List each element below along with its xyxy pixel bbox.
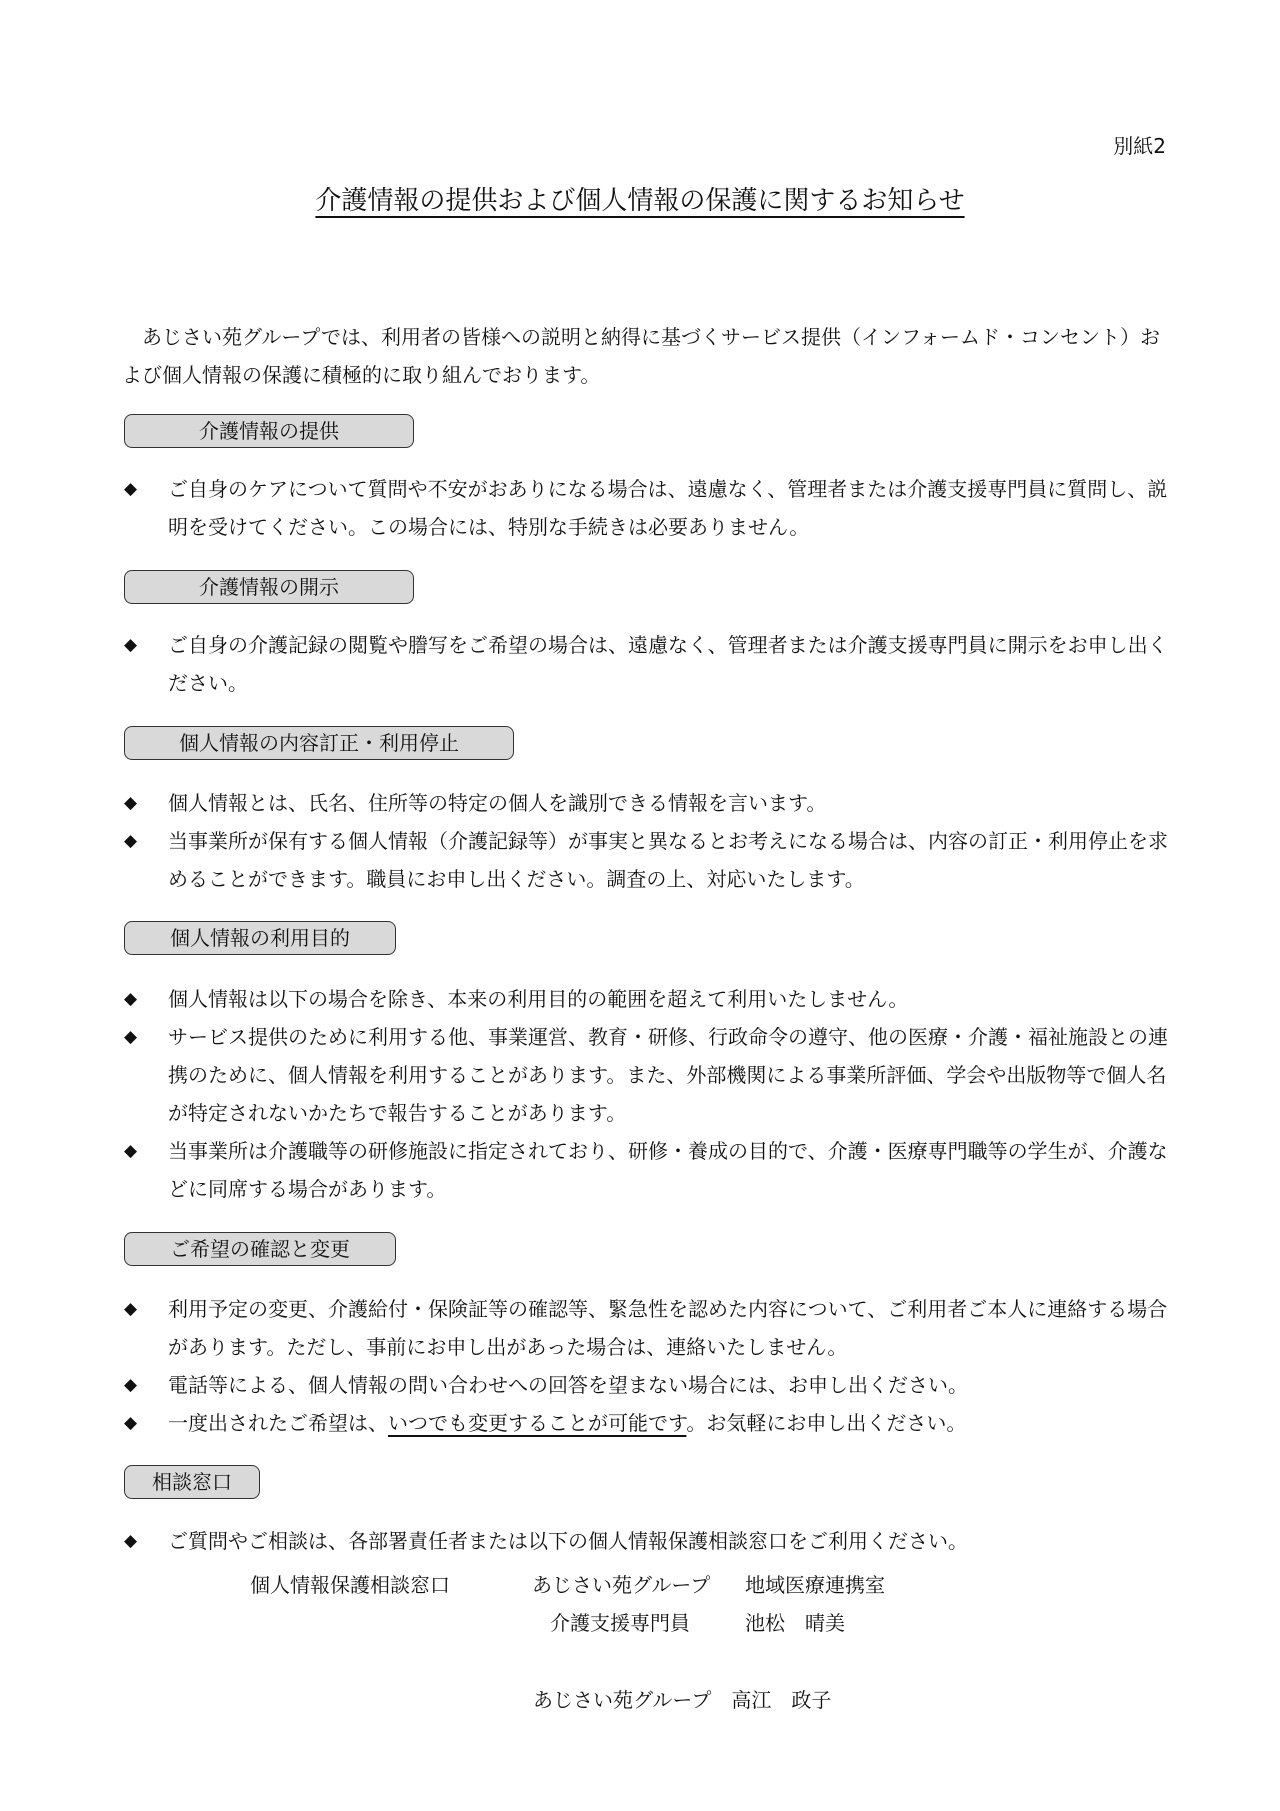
diamond-bullet-icon: ◆ [124, 1375, 138, 1395]
section-heading-care-info-disclosure: 介護情報の開示 [124, 570, 414, 604]
section-heading-consultation-desk: 相談窓口 [124, 1465, 260, 1499]
section-bullets-care-info-disclosure [124, 626, 1170, 702]
list-item: ◆ 当事業所が保有する個人情報（介護記録等）が事実と異なるとお考えになる場合は、内容の訂正・利用停止を求めることができます。職員にお申し出ください。調査の上、対応いたします。 [124, 822, 1170, 898]
list-item: ◆ 個人情報は以下の場合を除き、本来の利用目的の範囲を超えて利用いたしません。 [124, 980, 1170, 1018]
section-bullets-consultation-desk [124, 1522, 1170, 1560]
diamond-bullet-icon: ◆ [124, 1531, 138, 1551]
section-bullets-usage-purpose [124, 980, 1170, 1208]
section-bullets-preference-change [124, 1290, 1170, 1442]
page-title: 介護情報の提供および個人情報の保護に関するお知らせ [315, 186, 965, 216]
contact-role: 介護支援専門員 [550, 1611, 690, 1635]
list-item: ◆ 利用予定の変更、介護給付・保険証等の確認等、緊急性を認めた内容について、ご利用者ご本人に連絡する場合があります。ただし、事前にお申し出があった場合は、連絡いたしません。 [124, 1290, 1170, 1366]
diamond-bullet-icon: ◆ [124, 1299, 138, 1319]
section-heading-preference-change: ご希望の確認と変更 [124, 1232, 396, 1266]
list-item: ◆ 一度出されたご希望は、いつでも変更することが可能です。お気軽にお申し出ください。 [124, 1404, 1170, 1442]
diamond-bullet-icon: ◆ [124, 635, 138, 655]
underlined-emphasis: いつでも変更することが可能です [388, 1411, 687, 1435]
list-item: ◆ ご自身のケアについて質問や不安がおありになる場合は、遠慮なく、管理者または介護支援専門員に質問し、説明を受けてください。この場合には、特別な手続きは必要ありません。 [124, 470, 1170, 546]
section-heading-correction-suspension: 個人情報の内容訂正・利用停止 [124, 726, 514, 760]
list-item: ◆ 個人情報とは、氏名、住所等の特定の個人を識別できる情報を言います。 [124, 784, 1170, 822]
section-heading-care-info-provision: 介護情報の提供 [124, 414, 414, 448]
diamond-bullet-icon: ◆ [124, 1027, 138, 1047]
list-item: ◆ サービス提供のために利用する他、事業運営、教育・研修、行政命令の遵守、他の医療・介護・福祉施設との連携のために、個人情報を利用することがあります。また、外部機関による事業所評価、学会や出版物等で個人名が特定されないかたちで報告することがあります。 [124, 1018, 1170, 1132]
contact-label: 個人情報保護相談窓口 [250, 1573, 450, 1597]
intro-text: あじさい苑グループでは、利用者の皆様への説明と納得に基づくサービス提供（インフォームド・コンセント）および個人情報の保護に積極的に取り組んでおります。 [122, 325, 1160, 387]
list-item: ◆ 当事業所は介護職等の研修施設に指定されており、研修・養成の目的で、介護・医療専門職等の学生が、介護などに同席する場合があります。 [124, 1132, 1170, 1208]
list-item: ◆ 電話等による、個人情報の問い合わせへの回答を望まない場合には、お申し出ください。 [124, 1366, 1170, 1404]
contact-organization: あじさい苑グループ [532, 1573, 711, 1597]
section-bullets-correction-suspension [124, 784, 1170, 898]
diamond-bullet-icon: ◆ [124, 793, 138, 813]
diamond-bullet-icon: ◆ [124, 479, 138, 499]
intro-paragraph [122, 318, 1162, 394]
list-item: ◆ ご自身の介護記録の閲覧や謄写をご希望の場合は、遠慮なく、管理者または介護支援専門員に開示をお申し出ください。 [124, 626, 1170, 702]
section-heading-usage-purpose: 個人情報の利用目的 [124, 921, 396, 955]
list-item: ◆ ご質問やご相談は、各部署責任者または以下の個人情報保護相談窓口をご利用ください。 [124, 1522, 1170, 1560]
signature: あじさい苑グループ 高江 政子 [533, 1688, 832, 1712]
diamond-bullet-icon: ◆ [124, 1413, 138, 1433]
diamond-bullet-icon: ◆ [124, 989, 138, 1009]
diamond-bullet-icon: ◆ [124, 831, 138, 851]
contact-department: 地域医療連携室 [745, 1573, 885, 1597]
annex-label: 別紙2 [1113, 134, 1166, 158]
contact-person: 池松 晴美 [745, 1611, 845, 1635]
diamond-bullet-icon: ◆ [124, 1141, 138, 1161]
section-bullets-care-info-provision [124, 470, 1170, 546]
